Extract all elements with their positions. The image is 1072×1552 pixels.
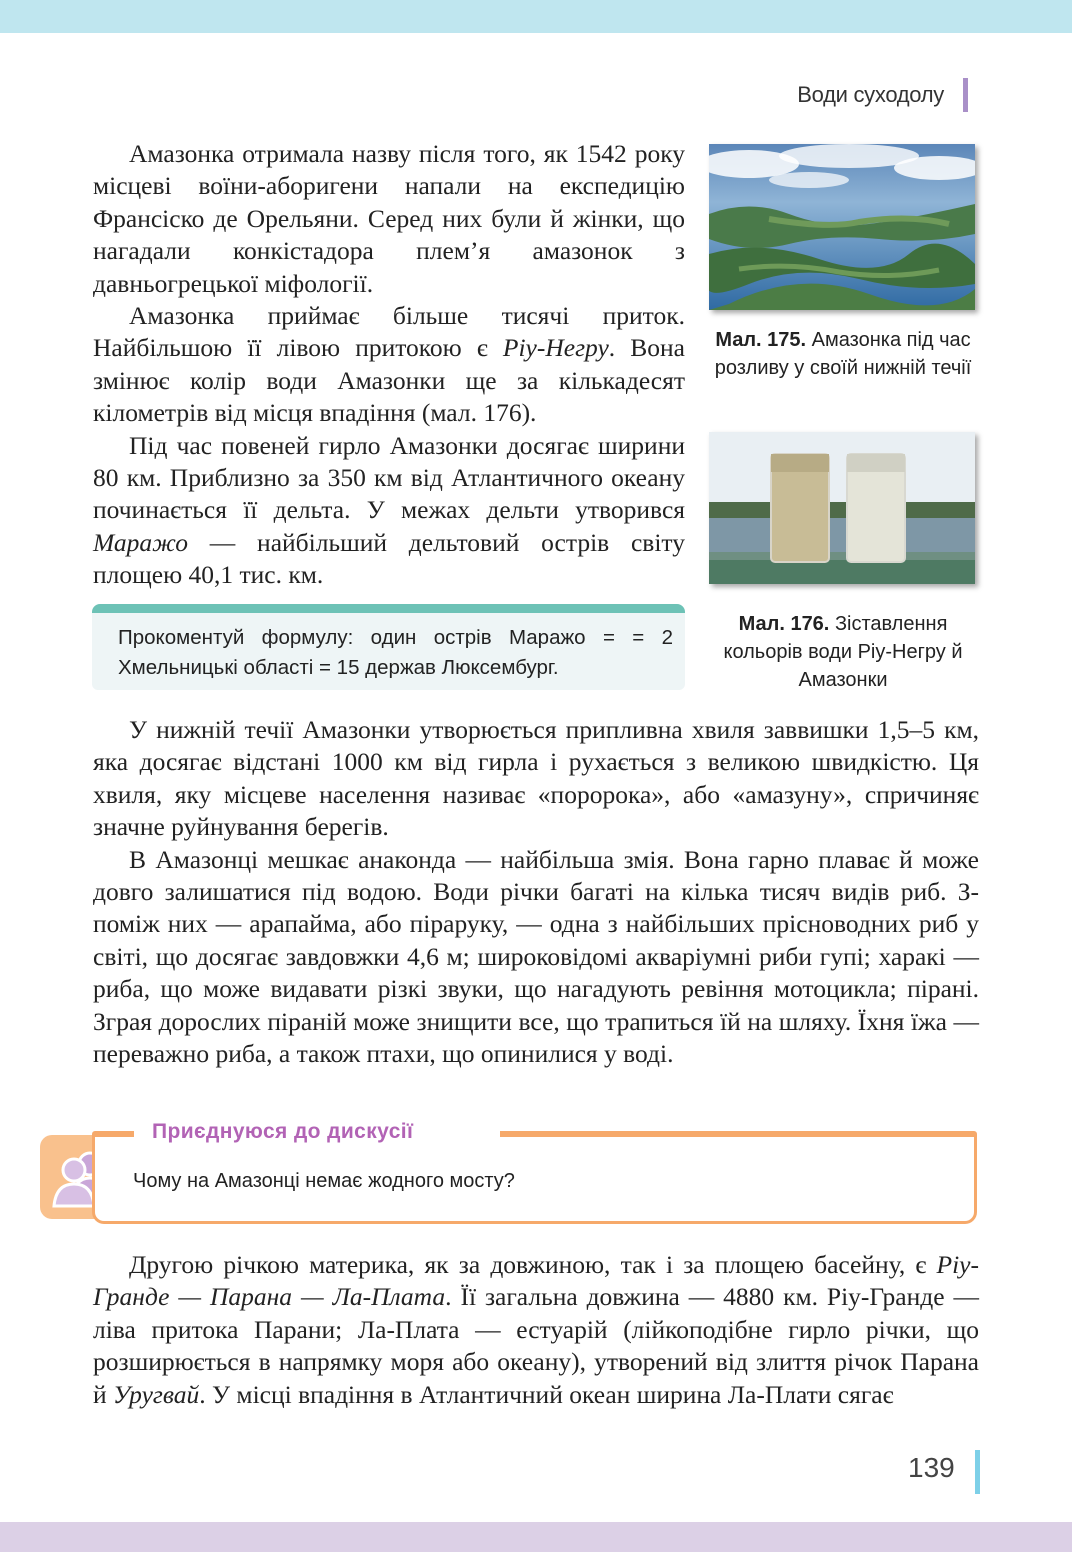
paragraph: В Амазонці мешкає анаконда — найбільша змія. Вона гарно плаває й може довго залишатися під водою. Води річки багаті на кілька тисяч видів риб. З-поміж них — арапайма, або піраруку, — одна з найбільших прісноводних риб у світі, що досягає завдовжки 4,6 м; широковідомі акваріумні риби гупі; харакі — риба, що може видавати різкі звуки, що нагадують ревіння мотоцикла; пірані. Зграя дорослих піраній може знищити все, що трапиться їй на шляху. Їхня їжа — переважно риба, а також птахи, що опинилися у воді. [93,844,979,1069]
section-title-accent [963,78,968,112]
paragraph: Амазонка приймає більше тисячі приток. Найбільшою її лівою притокою є Ріу-Негру. Вона змінює колір води Амазонки ще за кількадесят кілометрів від місця впадіння (мал. 176). [93,301,685,428]
bottom-color-band [0,1522,1072,1552]
discussion-title: Приєднуюся до дискусії [152,1120,414,1143]
paragraph: Під час повеней гирло Амазонки досягає ширини 80 км. Приблизно за 350 км від Атлантичного океану починається її дельта. У межах дельти утворився Маражо — найбільший дельтовий острів світу площею 40,1 тис. км. [93,430,685,590]
text-block-bottom [93,1249,979,1411]
paragraph: Амазонка отримала назву після того, як 1542 року місцеві воїни-аборигени напали на експедицію Франсіско де Орельяни. Серед них були й жінки, що нагадали конкістадора плем’я амазонок з давньогрецької міфології. [93,139,685,298]
water-glasses-photo [709,432,975,584]
paragraph: Другою річкою материка, як за довжиною, так і за площею басейну, є Ріу-Гранде — Парана — Ла-Плата. Її загальна довжина — 4880 км. Ріу-Гранде — ліва притока Парани; Ла-Плата — естуарій (лійкоподібне гирло річки, що розширюється в напрямку моря або океану), утворений від злиття річок Парана й Уругвай. У місці впадіння в Атлантичний океан ширина Ла-Плати сягає [93,1250,979,1409]
text-block-top [93,138,685,592]
discussion-question: Чому на Амазонці немає жодного мосту? [133,1170,515,1192]
section-title: Води суходолу [797,82,944,107]
figure-caption-176: Мал. 176. Зіставлення кольорів води Ріу-Негру й Амазонки [723,613,963,691]
page-number: 139 [908,1452,955,1483]
text-block-middle [93,714,979,1070]
river-aerial-photo [709,144,975,310]
top-color-band [0,0,1072,33]
paragraph: У нижній течії Амазонки утворюється припливна хвиля заввишки 1,5–5 км, яка досягає відстані 1000 км від гирла і рухається з великою швидкістю. Ця хвиля, яку місцеве населення називає «поророка», або «амазуну», спричиняє значне руйнування берегів. [93,715,979,842]
figure-caption-175: Мал. 175. Амазонка під час розливу у своїй нижній течії [714,329,972,379]
page-number-accent [975,1450,980,1494]
comment-task-text: Прокоментуй формулу: один острів Маражо = = 2 Хмельницькі області = 15 держав Люксембург. [118,626,673,679]
